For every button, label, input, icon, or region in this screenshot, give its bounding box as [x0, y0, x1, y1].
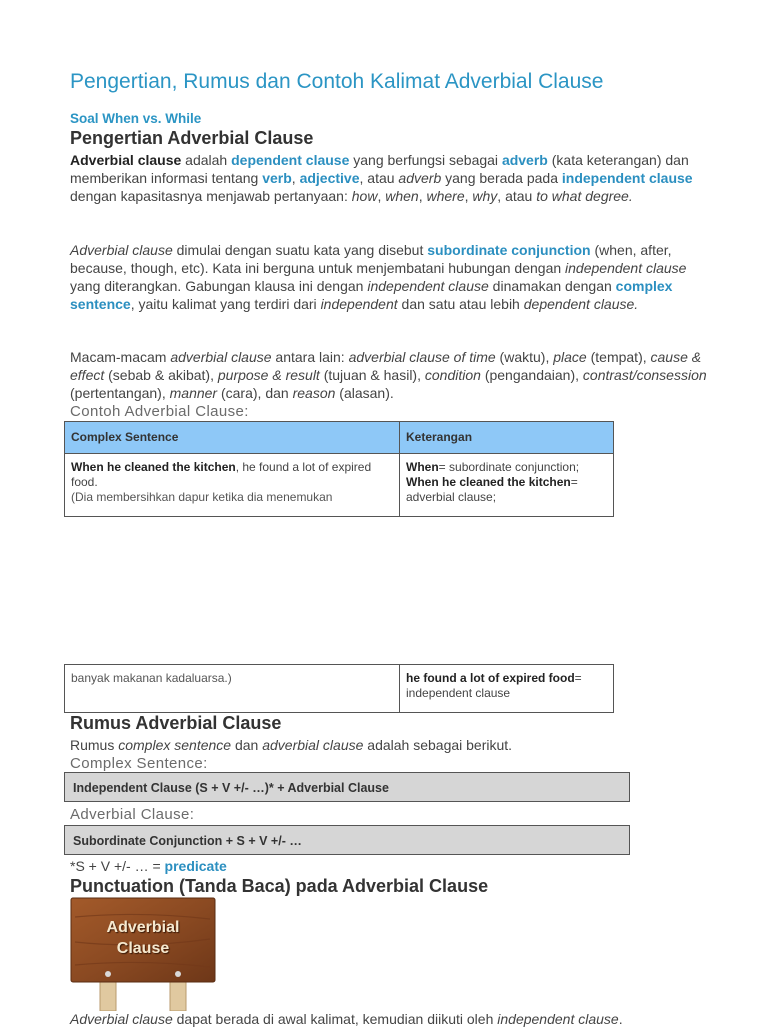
table-row	[65, 454, 614, 517]
table-cell: When he cleaned the kitchen, he found a lot of expired food. (Dia membersihkan dapur ketika dia menemukan	[65, 454, 400, 517]
link-independent-clause[interactable]: independent clause	[561, 170, 693, 186]
predicate-note: *S + V +/- … = predicate	[70, 858, 227, 874]
sign-text: Adverbial Clause	[106, 919, 180, 957]
table-row	[65, 665, 614, 713]
table-header-cell: Complex Sentence	[65, 422, 400, 454]
formula-complex-sentence: Independent Clause (S + V +/- …)* + Adverbial Clause	[64, 772, 630, 802]
page-title: Pengertian, Rumus dan Contoh Kalimat Adverbial Clause	[70, 70, 604, 93]
section-heading-pengertian: Pengertian Adverbial Clause	[70, 128, 314, 148]
paragraph-bottom: Adverbial clause dapat berada di awal kalimat, kemudian diikuti oleh independent clause.	[70, 1011, 623, 1027]
link-dependent-clause[interactable]: dependent clause	[231, 152, 350, 168]
soal-link[interactable]: Soal When vs. While	[70, 111, 202, 126]
paragraph-rumus: Rumus complex sentence dan adverbial clause adalah sebagai berikut.	[70, 737, 513, 753]
table-cell: he found a lot of expired food= independent clause	[400, 665, 614, 713]
adverbial-clause-heading: Adverbial Clause:	[70, 806, 195, 823]
complex-sentence-heading: Complex Sentence:	[70, 755, 208, 772]
link-adverb[interactable]: adverb	[501, 152, 548, 168]
table-cell: banyak makanan kadaluarsa.)	[65, 665, 400, 713]
paragraph-definition: Adverbial clause adalah dependent clause yang berfungsi sebagai adverb (kata keterangan) dan memberikan informasi tentang verb, adjective, atau adverb yang berada pada independent clause dengan kapasitasnya menjawab pertanyaan: how, when, where, why, atau to what degree.	[70, 152, 693, 204]
paragraph-types: Macam-macam adverbial clause antara lain: adverbial clause of time (waktu), place (tempat), cause & effect (sebab & akibat), purpose & result (tujuan & hasil), condition (pengandaian), contrast/consession (pertentangan), manner (cara), dan reason (alasan).	[70, 349, 707, 401]
contoh-heading: Contoh Adverbial Clause:	[70, 403, 249, 420]
adverbial-clause-sign-image	[70, 897, 216, 1011]
paragraph-subordinate: Adverbial clause dimulai dengan suatu kata yang disebut subordinate conjunction (when, after, because, though, etc). Kata ini berguna untuk menjembatani hubungan dengan independent clause yang diterangkan. Gabungan klausa ini dengan independent clause dinamakan dengan complex sentence, yaitu kalimat yang terdiri dari independent dan satu atau lebih dependent clause.	[70, 242, 687, 312]
link-verb[interactable]: verb	[262, 170, 292, 186]
example-table-continued	[64, 664, 614, 713]
table-header-row	[65, 422, 614, 454]
table-cell: When= subordinate conjunction; When he cleaned the kitchen= adverbial clause;	[400, 454, 614, 517]
table-header-cell: Keterangan	[400, 422, 614, 454]
section-heading-rumus: Rumus Adverbial Clause	[70, 713, 282, 733]
link-adjective[interactable]: adjective	[299, 170, 360, 186]
link-subordinate-conjunction[interactable]: subordinate conjunction	[427, 242, 591, 258]
term-adverbial-clause: Adverbial clause	[70, 152, 182, 168]
link-predicate[interactable]: predicate	[164, 858, 227, 874]
example-table	[64, 421, 614, 517]
link-complex-sentence[interactable]: complex sentence	[70, 278, 673, 312]
section-heading-punctuation: Punctuation (Tanda Baca) pada Adverbial Clause	[70, 876, 489, 896]
formula-adverbial-clause: Subordinate Conjunction + S + V +/- …	[64, 825, 630, 855]
